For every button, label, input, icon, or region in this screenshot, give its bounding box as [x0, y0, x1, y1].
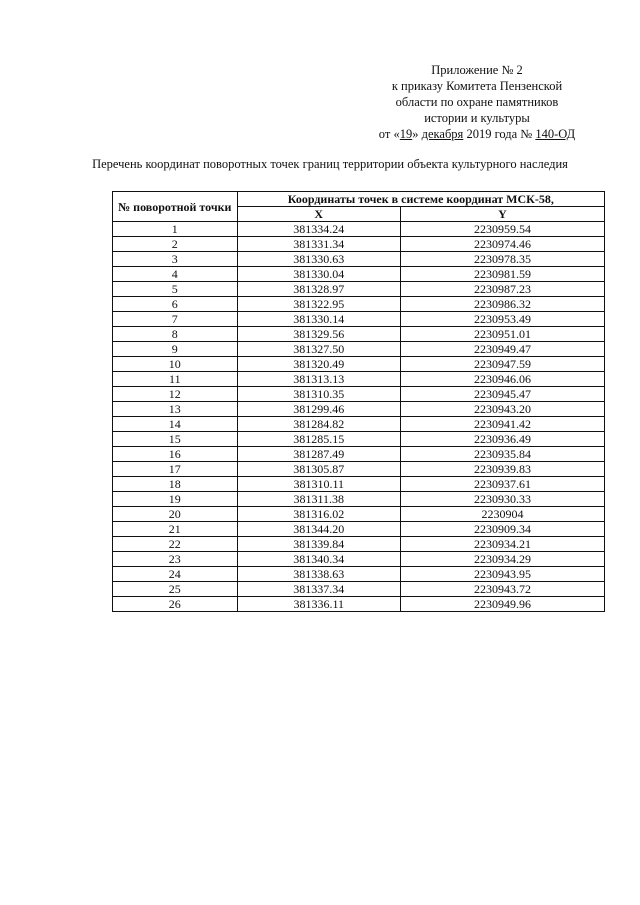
x-coordinate-cell: 381327.50	[237, 342, 400, 357]
x-coordinate-cell: 381322.95	[237, 297, 400, 312]
x-coordinate-cell: 381313.13	[237, 372, 400, 387]
y-coordinate-cell: 2230943.95	[400, 567, 604, 582]
table-row	[113, 522, 605, 537]
document-title: Перечень координат поворотных точек границ территории объекта культурного наследия	[92, 157, 568, 171]
table-row	[113, 417, 605, 432]
table-row	[113, 357, 605, 372]
appendix-committee-line: области по охране памятников	[395, 95, 559, 109]
y-coordinate-cell: 2230949.96	[400, 597, 604, 612]
table-row	[113, 537, 605, 552]
point-number-cell: 7	[113, 312, 238, 327]
table-row	[113, 447, 605, 462]
x-coordinate-cell: 381299.46	[237, 402, 400, 417]
y-coordinate-cell: 2230953.49	[400, 312, 604, 327]
y-coordinate-cell: 2230986.32	[400, 297, 604, 312]
point-number-cell: 16	[113, 447, 238, 462]
order-day: 19	[399, 127, 413, 141]
y-coordinate-cell: 2230935.84	[400, 447, 604, 462]
y-coordinate-cell: 2230941.42	[400, 417, 604, 432]
y-coordinate-cell: 2230945.47	[400, 387, 604, 402]
appendix-order-ref: к приказу Комитета Пензенской	[391, 79, 563, 93]
y-coordinate-cell: 2230939.83	[400, 462, 604, 477]
x-coordinate-cell: 381310.11	[237, 477, 400, 492]
table-row	[113, 492, 605, 507]
table-row	[113, 327, 605, 342]
point-number-cell: 3	[113, 252, 238, 267]
x-coordinate-cell: 381330.04	[237, 267, 400, 282]
table-row	[113, 597, 605, 612]
point-number-cell: 14	[113, 417, 238, 432]
point-number-cell: 8	[113, 327, 238, 342]
year-and-number-label: 2019 года №	[463, 127, 536, 141]
point-number-cell: 26	[113, 597, 238, 612]
order-month: декабря	[421, 127, 464, 141]
x-coordinate-cell: 381336.11	[237, 597, 400, 612]
x-coordinate-cell: 381287.49	[237, 447, 400, 462]
y-coordinate-cell: 2230943.72	[400, 582, 604, 597]
table-row	[113, 432, 605, 447]
point-number-cell: 2	[113, 237, 238, 252]
table-row	[113, 267, 605, 282]
y-coordinate-cell: 2230959.54	[400, 222, 604, 237]
y-coordinate-cell: 2230934.29	[400, 552, 604, 567]
appendix-title: Приложение № 2	[431, 63, 523, 77]
x-coordinate-cell: 381334.24	[237, 222, 400, 237]
table-row	[113, 237, 605, 252]
point-number-cell: 23	[113, 552, 238, 567]
point-number-cell: 21	[113, 522, 238, 537]
x-coordinate-cell: 381284.82	[237, 417, 400, 432]
point-number-cell: 15	[113, 432, 238, 447]
table-row	[113, 567, 605, 582]
table-row	[113, 402, 605, 417]
table-row	[113, 582, 605, 597]
appendix-header	[347, 62, 607, 142]
table-row	[113, 462, 605, 477]
point-number-cell: 4	[113, 267, 238, 282]
point-number-cell: 17	[113, 462, 238, 477]
header-y: Y	[400, 207, 604, 222]
x-coordinate-cell: 381337.34	[237, 582, 400, 597]
table-row	[113, 282, 605, 297]
table-row	[113, 507, 605, 522]
x-coordinate-cell: 381344.20	[237, 522, 400, 537]
order-number: 140-ОД	[535, 127, 576, 141]
point-number-cell: 9	[113, 342, 238, 357]
point-number-cell: 20	[113, 507, 238, 522]
x-coordinate-cell: 381340.34	[237, 552, 400, 567]
y-coordinate-cell: 2230943.20	[400, 402, 604, 417]
y-coordinate-cell: 2230909.34	[400, 522, 604, 537]
x-coordinate-cell: 381310.35	[237, 387, 400, 402]
y-coordinate-cell: 2230987.23	[400, 282, 604, 297]
appendix-date-line	[347, 126, 607, 142]
header-x: X	[237, 207, 400, 222]
x-coordinate-cell: 381330.14	[237, 312, 400, 327]
table-header-row	[113, 192, 605, 207]
date-prefix: от «	[378, 127, 400, 141]
point-number-cell: 6	[113, 297, 238, 312]
table-body	[113, 222, 605, 612]
x-coordinate-cell: 381328.97	[237, 282, 400, 297]
y-coordinate-cell: 2230904	[400, 507, 604, 522]
y-coordinate-cell: 2230978.35	[400, 252, 604, 267]
point-number-cell: 19	[113, 492, 238, 507]
point-number-cell: 22	[113, 537, 238, 552]
x-coordinate-cell: 381320.49	[237, 357, 400, 372]
table-row	[113, 342, 605, 357]
coordinates-table	[112, 191, 605, 612]
y-coordinate-cell: 2230937.61	[400, 477, 604, 492]
x-coordinate-cell: 381311.38	[237, 492, 400, 507]
y-coordinate-cell: 2230974.46	[400, 237, 604, 252]
y-coordinate-cell: 2230936.49	[400, 432, 604, 447]
header-point-number: № поворотной точки	[113, 192, 238, 222]
y-coordinate-cell: 2230947.59	[400, 357, 604, 372]
appendix-committee-line-2: истории и культуры	[424, 111, 530, 125]
y-coordinate-cell: 2230930.33	[400, 492, 604, 507]
x-coordinate-cell: 381329.56	[237, 327, 400, 342]
table-row	[113, 312, 605, 327]
table-row	[113, 477, 605, 492]
table-row	[113, 252, 605, 267]
point-number-cell: 18	[113, 477, 238, 492]
x-coordinate-cell: 381316.02	[237, 507, 400, 522]
point-number-cell: 5	[113, 282, 238, 297]
point-number-cell: 25	[113, 582, 238, 597]
y-coordinate-cell: 2230981.59	[400, 267, 604, 282]
x-coordinate-cell: 381305.87	[237, 462, 400, 477]
x-coordinate-cell: 381330.63	[237, 252, 400, 267]
point-number-cell: 13	[113, 402, 238, 417]
x-coordinate-cell: 381339.84	[237, 537, 400, 552]
y-coordinate-cell: 2230934.21	[400, 537, 604, 552]
y-coordinate-cell: 2230946.06	[400, 372, 604, 387]
y-coordinate-cell: 2230951.01	[400, 327, 604, 342]
table-row	[113, 222, 605, 237]
y-coordinate-cell: 2230949.47	[400, 342, 604, 357]
date-sep: »	[412, 127, 422, 141]
x-coordinate-cell: 381331.34	[237, 237, 400, 252]
point-number-cell: 24	[113, 567, 238, 582]
point-number-cell: 12	[113, 387, 238, 402]
x-coordinate-cell: 381338.63	[237, 567, 400, 582]
point-number-cell: 11	[113, 372, 238, 387]
table-row	[113, 297, 605, 312]
table-row	[113, 372, 605, 387]
x-coordinate-cell: 381285.15	[237, 432, 400, 447]
table-row	[113, 552, 605, 567]
header-coordinates: Координаты точек в системе координат МСК-58,	[237, 192, 604, 207]
point-number-cell: 10	[113, 357, 238, 372]
point-number-cell: 1	[113, 222, 238, 237]
table-row	[113, 387, 605, 402]
